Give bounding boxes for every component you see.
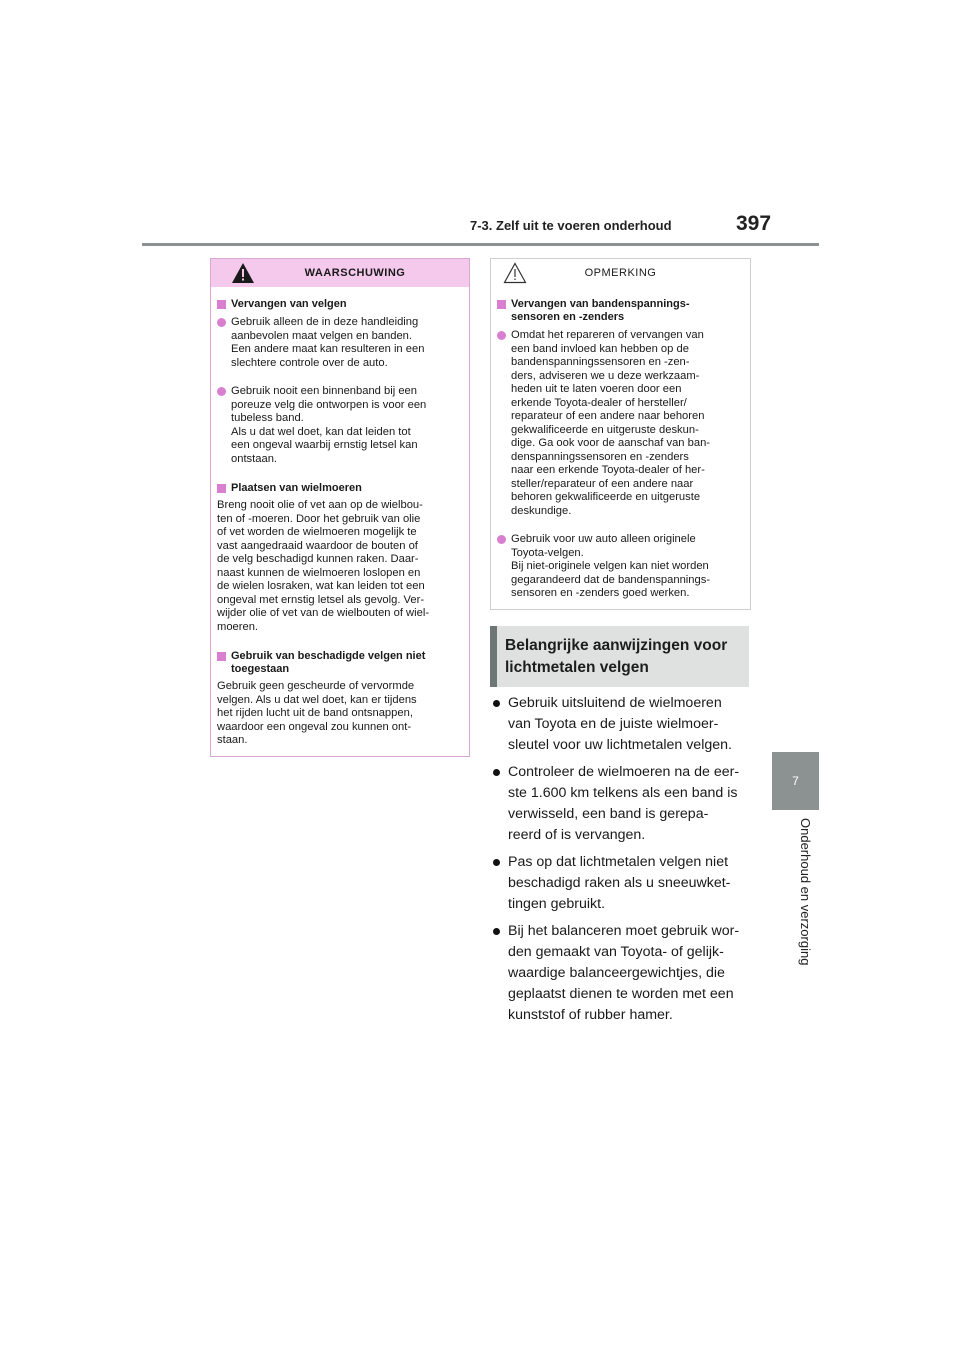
- page-number: 397: [736, 212, 772, 235]
- header-rule: [142, 243, 819, 246]
- warning-section-heading: Gebruik van beschadigde velgen niet toegestaan: [215, 650, 461, 676]
- warning-paragraph: Gebruik geen gescheurde of vervormde velgen. Als u dat wel doet, kan er tijdens het rijden lucht uit de band ontsnappen, waardoor een ongeval zou kunnen ont- staan.: [217, 680, 417, 746]
- warning-section-heading: Vervangen van velgen: [215, 298, 461, 311]
- warning-title: WAARSCHUWING: [304, 267, 406, 279]
- square-bullet-icon: [497, 300, 506, 309]
- warning-section-heading: Plaatsen van wielmoeren: [215, 482, 461, 495]
- list-item: Controleer de wielmoeren na de eer- ste 1.600 km telkens als een band is verwisseld, een band is gerepa- reerd of is vervangen.: [492, 762, 754, 846]
- warning-header: [211, 259, 469, 287]
- caution-triangle-icon: [503, 262, 527, 284]
- note-list-item: Omdat het repareren of vervangen van een band invloed kan hebben op de bandenspanningssensoren en -zen- ders, adviseren we u deze werkzaam- heden uit te laten voeren door een erkende Toyota-dealer of hersteller/ reparateur of een andere naar behoren gekwalificeerde en uitgeruste deskun- dige. Ga ook voor de aanschaf van ban- denspanningssensoren en -zenders naar een erkende Toyota-dealer of her- steller/reparateur of een andere naar behoren gekwalificeerde en uitgeruste deskundige.: [495, 329, 742, 518]
- square-bullet-icon: [217, 652, 226, 661]
- header-section-title: 7-3. Zelf uit te voeren onderhoud: [470, 218, 672, 233]
- list-item: Gebruik uitsluitend de wielmoeren van Toyota en de juiste wielmoer- sleutel voor uw lichtmetalen velgen.: [492, 693, 754, 756]
- warning-list-item: Gebruik nooit een binnenband bij een poreuze velg die ontworpen is voor een tubeless band. Als u dat wel doet, kan dat leiden tot een ongeval waarbij ernstig letsel kan ontstaan.: [215, 385, 461, 466]
- list-item: Bij het balanceren moet gebruik wor- den gemaakt van Toyota- of gelijk- waardige balanceergewichtjes, die geplaatst dienen te worden met een kunststof of rubber hamer.: [492, 921, 754, 1026]
- warning-paragraph: Breng nooit olie of vet aan op de wielbou- ten of -moeren. Door het gebruik van olie of vet worden de wielmoeren mogelijk te vast aangedraaid waardoor de bouten of de velg beschadigd kunnen raken. Daar- naast kunnen de wielmoeren loslopen en de wielen losraken, wat kan leiden tot een ongeval met ernstig letsel als gevolg. Ver- wijder olie of vet van de wielbouten of wiel- moeren.: [217, 499, 430, 633]
- warning-list-item: Gebruik alleen de in deze handleiding aanbevolen maat velgen en banden. Een andere maat kan resulteren in een slechtere controle over de auto.: [215, 316, 461, 370]
- bullet-dot-icon: [493, 700, 500, 707]
- chapter-title: Onderhoud en verzorging: [798, 818, 813, 966]
- note-list-item: Gebruik voor uw auto alleen originele Toyota-velgen. Bij niet-originele velgen kan niet worden gegarandeerd dat de bandenspannings- sensoren en -zenders goed werken.: [495, 533, 742, 601]
- bullet-dot-icon: [493, 769, 500, 776]
- note-header: [491, 259, 750, 287]
- note-title: OPMERKING: [584, 267, 657, 279]
- square-bullet-icon: [217, 300, 226, 309]
- bullet-dot-icon: [493, 928, 500, 935]
- bullet-dot-icon: [493, 859, 500, 866]
- circle-bullet-icon: [497, 535, 506, 544]
- note-section-heading: Vervangen van bandenspannings- sensoren en -zenders: [495, 298, 742, 324]
- circle-bullet-icon: [217, 387, 226, 396]
- list-item: Pas op dat lichtmetalen velgen niet beschadigd raken als u sneeuwket- tingen gebruikt.: [492, 852, 754, 915]
- warning-box: [210, 258, 470, 757]
- note-box: [490, 258, 751, 610]
- bullet-list: [492, 693, 754, 1032]
- chapter-tab: 7: [772, 752, 819, 810]
- warning-triangle-icon: [231, 262, 255, 284]
- square-bullet-icon: [217, 484, 226, 493]
- circle-bullet-icon: [497, 331, 506, 340]
- section-heading: Belangrijke aanwijzingen voor lichtmetalen velgen: [490, 626, 749, 687]
- circle-bullet-icon: [217, 318, 226, 327]
